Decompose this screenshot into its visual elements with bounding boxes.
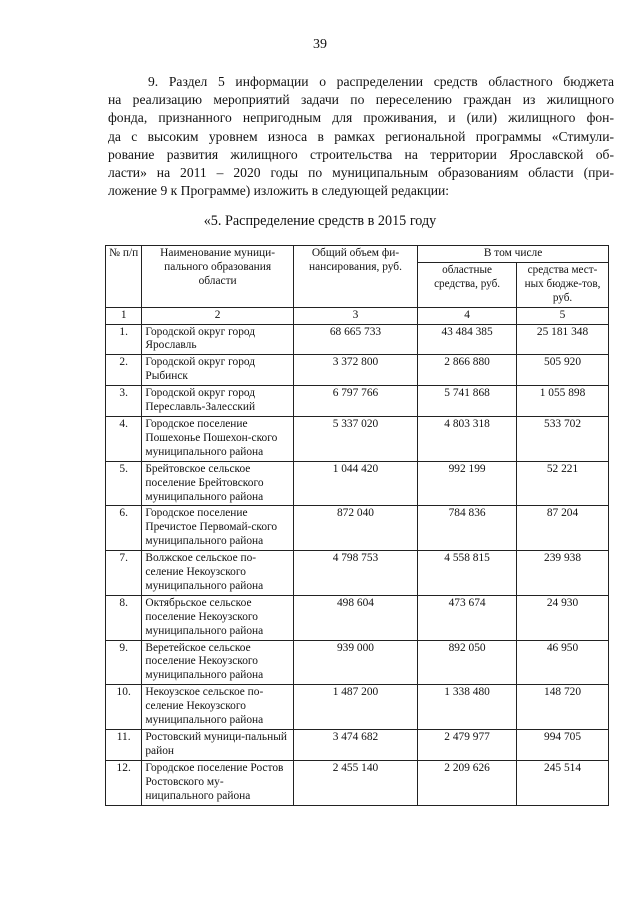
row-regional-funds: 5 741 868 [418,386,517,417]
row-total-funding: 3 372 800 [293,355,417,386]
row-regional-funds: 1 338 480 [418,685,517,730]
intro-paragraph [108,73,614,200]
table-row [106,730,609,761]
table-row [106,760,609,805]
row-number: 8. [106,595,142,640]
paragraph-line: ласти» на 2011 – 2020 годы по муниципальным образованиям области (при- [108,165,614,181]
row-regional-funds: 892 050 [418,640,517,685]
row-total-funding: 1 044 420 [293,461,417,506]
row-local-funds: 87 204 [517,506,609,551]
row-local-funds: 994 705 [517,730,609,761]
row-total-funding: 3 474 682 [293,730,417,761]
table-row [106,551,609,596]
row-number: 9. [106,640,142,685]
table-row [106,355,609,386]
row-total-funding: 939 000 [293,640,417,685]
row-number: 6. [106,506,142,551]
row-regional-funds: 43 484 385 [418,324,517,355]
header-local-funds: средства мест-ных бюдже-тов, руб. [517,262,609,307]
column-index: 5 [517,307,609,324]
row-number: 7. [106,551,142,596]
row-local-funds: 505 920 [517,355,609,386]
table-row [106,685,609,730]
row-municipality: Брейтовское сельское поселение Брейтовского муниципального района [142,461,294,506]
row-local-funds: 25 181 348 [517,324,609,355]
column-index: 4 [418,307,517,324]
row-total-funding: 5 337 020 [293,416,417,461]
row-total-funding: 2 455 140 [293,760,417,805]
row-municipality: Городской округ город Ярославль [142,324,294,355]
row-regional-funds: 4 803 318 [418,416,517,461]
row-local-funds: 245 514 [517,760,609,805]
row-municipality: Октябрьское сельское поселение Некоузского муниципального района [142,595,294,640]
row-municipality: Городское поселение Пошехонье Пошехон-ского муниципального района [142,416,294,461]
row-total-funding: 4 798 753 [293,551,417,596]
row-local-funds: 148 720 [517,685,609,730]
row-municipality: Ростовский муници-пальный район [142,730,294,761]
paragraph-line: 9. Раздел 5 информации о распределении средств областного бюджета [148,74,614,89]
table-row [106,506,609,551]
row-number: 1. [106,324,142,355]
column-index-row [106,307,609,324]
paragraph-line: на реализацию мероприятий задачи по переселению граждан из жилищного [108,92,614,108]
row-number: 3. [106,386,142,417]
section-title: «5. Распределение средств в 2015 году [203,213,437,229]
row-municipality: Городской округ город Рыбинск [142,355,294,386]
row-municipality: Волжское сельское по-селение Некоузского муниципального района [142,551,294,596]
row-number: 2. [106,355,142,386]
row-municipality: Городское поселение Ростов Ростовского му-ниципального района [142,760,294,805]
column-index: 2 [142,307,294,324]
row-municipality: Веретейское сельское поселение Некоузского муниципального района [142,640,294,685]
paragraph-line: фонда, признанного непригодным для проживания, и (или) жилищного фон- [108,110,614,126]
table-row [106,386,609,417]
row-total-funding: 1 487 200 [293,685,417,730]
table-row [106,324,609,355]
table-row [106,595,609,640]
row-number: 4. [106,416,142,461]
row-total-funding: 498 604 [293,595,417,640]
column-index: 3 [293,307,417,324]
row-municipality: Городской округ город Переславль-Залесский [142,386,294,417]
header-municipality: Наименование муници-пального образования области [142,246,294,308]
row-regional-funds: 473 674 [418,595,517,640]
row-total-funding: 6 797 766 [293,386,417,417]
column-index: 1 [106,307,142,324]
header-regional-funds: областные средства, руб. [418,262,517,307]
paragraph-line: рование развития жилищного строительства на территории Ярославской об- [108,146,614,162]
table-row [106,461,609,506]
row-municipality: Некоузское сельское по-селение Некоузского муниципального района [142,685,294,730]
row-local-funds: 239 938 [517,551,609,596]
row-regional-funds: 2 866 880 [418,355,517,386]
row-regional-funds: 992 199 [418,461,517,506]
row-number: 12. [106,760,142,805]
header-total-funding: Общий объем фи-нансирования, руб. [293,246,417,308]
header-number: № п/п [106,246,142,308]
page-number: 39 [313,37,327,52]
distribution-table [105,245,609,806]
row-regional-funds: 2 209 626 [418,760,517,805]
row-local-funds: 52 221 [517,461,609,506]
row-regional-funds: 4 558 815 [418,551,517,596]
table-row [106,416,609,461]
row-regional-funds: 784 836 [418,506,517,551]
paragraph-line: да с высоким уровнем износа в рамках региональной программы «Стимули- [108,128,614,144]
row-regional-funds: 2 479 977 [418,730,517,761]
row-total-funding: 68 665 733 [293,324,417,355]
row-local-funds: 1 055 898 [517,386,609,417]
paragraph-line: ложение 9 к Программе) изложить в следующей редакции: [108,183,450,199]
row-number: 5. [106,461,142,506]
row-municipality: Городское поселение Пречистое Первомай-ского муниципального района [142,506,294,551]
table-body [106,324,609,805]
row-local-funds: 24 930 [517,595,609,640]
header-including: В том числе [418,246,609,263]
row-local-funds: 533 702 [517,416,609,461]
row-number: 11. [106,730,142,761]
row-total-funding: 872 040 [293,506,417,551]
row-number: 10. [106,685,142,730]
row-local-funds: 46 950 [517,640,609,685]
table-row [106,640,609,685]
